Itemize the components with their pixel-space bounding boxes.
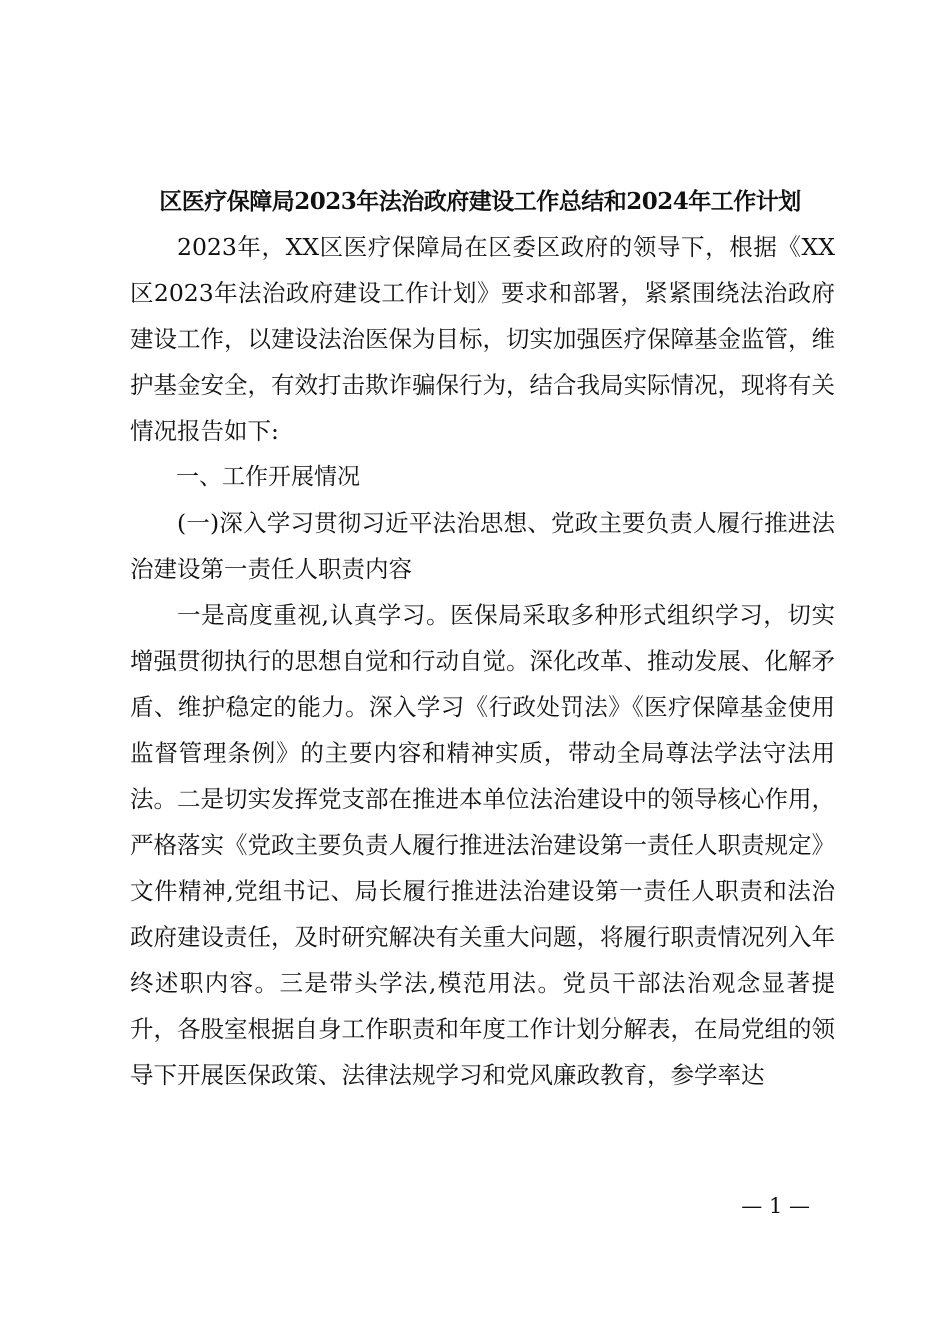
body-paragraph: 一是高度重视,认真学习。医保局采取多种形式组织学习，切实增强贯彻执行的思想自觉和行动自觉。深化改革、推动发展、化解矛盾、维护稳定的能力。深入学习《行政处罚法》《医疗保障基金使用监督管理条例》的主要内容和精神实质，带动全局尊法学法守法用法。二是切实发挥党支部在推进本单位法治建设中的领导核心作用，严格落实《党政主要负责人履行推进法治建设第一责任人职责规定》文件精神,党组书记、局长履行推进法治建设第一责任人职责和法治政府建设责任，及时研究解决有关重大问题，将履行职责情况列入年终述职内容。三是带头学法,模范用法。党员干部法治观念显著提升，各股室根据自身工作职责和年度工作计划分解表，在局党组的领导下开展医保政策、法律法规学习和党风廉政教育，参学率达 [130,601,835,1089]
intro-paragraph: 2023年，XX区医疗保障局在区委区政府的领导下，根据《XX区2023年法治政府建设工作计划》要求和部署，紧紧围绕法治政府建设工作，以建设法治医保为目标，切实加强医疗保障基金监管，维护基金安全，有效打击欺诈骗保行为，结合我局实际情况，现将有关情况报告如下: [130,233,835,445]
document-body [130,224,835,1098]
document-title: 区医疗保障局2023年法治政府建设工作总结和2024年工作计划 [159,188,801,215]
section-heading: 一、工作开展情况 [176,464,360,490]
subsection-heading: (一)深入学习贯彻习近平法治思想、党政主要负责人履行推进法治建设第一责任人职责内容 [130,509,835,583]
page-number: — 1 — [741,1194,810,1218]
